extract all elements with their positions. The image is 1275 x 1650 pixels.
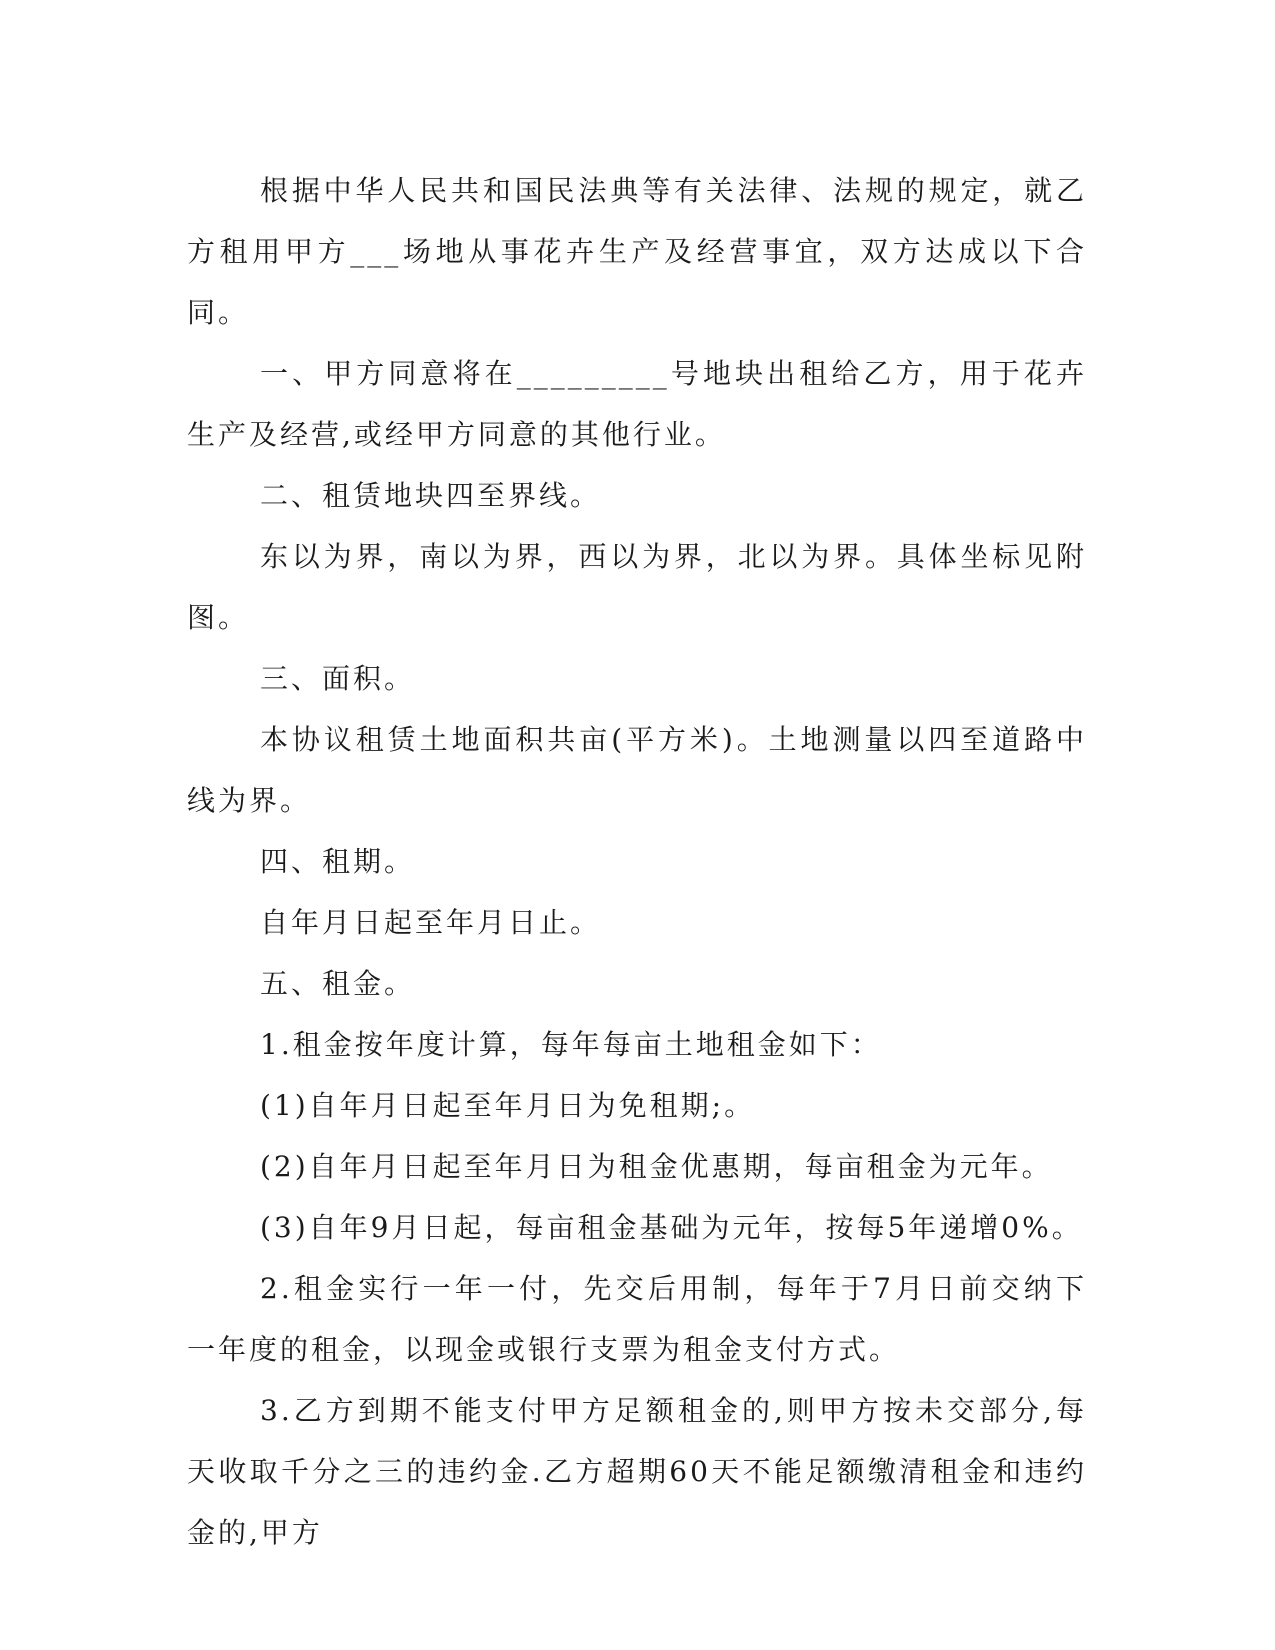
heading-clause-4: 四、租期。 [260, 845, 416, 878]
paragraph-rent-1-1: (1)自年月日起至年月日为免租期;。 [260, 1089, 756, 1122]
heading-clause-3: 三、面积。 [260, 662, 416, 695]
heading-clause-2: 二、租赁地块四至界线。 [260, 479, 602, 512]
paragraph-term: 自年月日起至年月日止。 [260, 906, 602, 939]
paragraph-boundaries: 东以为界，南以为界，西以为界，北以为界。具体坐标见附图。 [187, 540, 1087, 634]
paragraph-rent-3: 3.乙方到期不能支付甲方足额租金的,则甲方按未交部分,每天收取千分之三的违约金.乙方超期60天不能足额缴清租金和违约金的,甲方 [187, 1394, 1087, 1549]
document-body [187, 160, 1087, 1563]
paragraph-preamble: 根据中华人民共和国民法典等有关法律、法规的规定，就乙方租用甲方___场地从事花卉生产及经营事宜，双方达成以下合同。 [187, 174, 1087, 329]
paragraph-clause-1: 一、甲方同意将在_________号地块出租给乙方，用于花卉生产及经营,或经甲方同意的其他行业。 [187, 357, 1087, 451]
paragraph-rent-1-3: (3)自年9月日起，每亩租金基础为元年，按每5年递增0%。 [260, 1211, 1083, 1244]
paragraph-area: 本协议租赁土地面积共亩(平方米)。土地测量以四至道路中线为界。 [187, 723, 1087, 817]
paragraph-rent-1-2: (2)自年月日起至年月日为租金优惠期，每亩租金为元年。 [260, 1150, 1053, 1183]
heading-clause-5: 五、租金。 [260, 967, 416, 1000]
paragraph-rent-1: 1.租金按年度计算，每年每亩土地租金如下： [260, 1028, 882, 1061]
paragraph-rent-2: 2.租金实行一年一付，先交后用制，每年于7月日前交纳下一年度的租金，以现金或银行支票为租金支付方式。 [187, 1272, 1087, 1366]
